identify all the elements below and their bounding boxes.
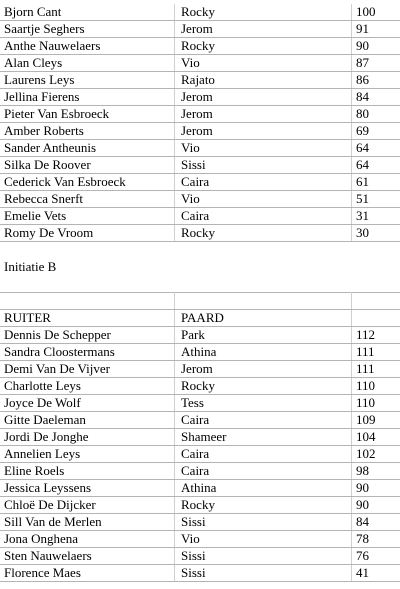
table-header-row bbox=[0, 310, 400, 327]
horse-name-cell: Rocky bbox=[175, 38, 352, 55]
rider-name-cell: Sander Antheunis bbox=[0, 140, 175, 157]
empty-cell bbox=[175, 293, 352, 310]
horse-name-cell: Vio bbox=[175, 140, 352, 157]
horse-name-cell: Jerom bbox=[175, 21, 352, 38]
score-cell: 86 bbox=[352, 72, 400, 89]
horse-name-cell: Rajato bbox=[175, 72, 352, 89]
rider-name-cell: Sill Van de Merlen bbox=[0, 514, 175, 531]
rider-name-cell: Joyce De Wolf bbox=[0, 395, 175, 412]
table-row bbox=[0, 327, 400, 344]
table-row bbox=[0, 395, 400, 412]
table-row bbox=[0, 225, 400, 242]
horse-name-cell: Rocky bbox=[175, 4, 352, 21]
horse-name-cell: Sissi bbox=[175, 157, 352, 174]
score-cell: 84 bbox=[352, 89, 400, 106]
table-row bbox=[0, 531, 400, 548]
score-cell: 91 bbox=[352, 21, 400, 38]
rider-name-cell: Annelien Leys bbox=[0, 446, 175, 463]
table-row bbox=[0, 514, 400, 531]
table-row bbox=[0, 174, 400, 191]
score-cell: 64 bbox=[352, 157, 400, 174]
horse-name-cell: Caira bbox=[175, 208, 352, 225]
rider-name-cell: Jona Onghena bbox=[0, 531, 175, 548]
rider-name-cell: Bjorn Cant bbox=[0, 4, 175, 21]
table-row bbox=[0, 208, 400, 225]
table-row bbox=[0, 463, 400, 480]
results-table-a bbox=[0, 4, 400, 242]
rider-name-cell: Jessica Leyssens bbox=[0, 480, 175, 497]
score-cell: 84 bbox=[352, 514, 400, 531]
rider-name-cell: Saartje Seghers bbox=[0, 21, 175, 38]
table-row bbox=[0, 565, 400, 582]
rider-name-cell: Chloë De Dijcker bbox=[0, 497, 175, 514]
table-row bbox=[0, 123, 400, 140]
table-row bbox=[0, 378, 400, 395]
table-row bbox=[0, 361, 400, 378]
header-horse: PAARD bbox=[175, 310, 352, 327]
horse-name-cell: Sissi bbox=[175, 514, 352, 531]
horse-name-cell: Athina bbox=[175, 480, 352, 497]
table-row bbox=[0, 106, 400, 123]
rider-name-cell: Amber Roberts bbox=[0, 123, 175, 140]
table-row bbox=[0, 446, 400, 463]
rider-name-cell: Rebecca Snerft bbox=[0, 191, 175, 208]
empty-cell bbox=[352, 293, 400, 310]
horse-name-cell: Caira bbox=[175, 174, 352, 191]
rider-name-cell: Jellina Fierens bbox=[0, 89, 175, 106]
table-row bbox=[0, 548, 400, 565]
table-row bbox=[0, 344, 400, 361]
table-row bbox=[0, 38, 400, 55]
rider-name-cell: Charlotte Leys bbox=[0, 378, 175, 395]
rider-name-cell: Pieter Van Esbroeck bbox=[0, 106, 175, 123]
rider-name-cell: Silka De Roover bbox=[0, 157, 175, 174]
score-cell: 90 bbox=[352, 480, 400, 497]
table-row bbox=[0, 429, 400, 446]
rider-name-cell: Florence Maes bbox=[0, 565, 175, 582]
rider-name-cell: Eline Roels bbox=[0, 463, 175, 480]
rider-name-cell: Gitte Daeleman bbox=[0, 412, 175, 429]
score-cell: 98 bbox=[352, 463, 400, 480]
score-cell: 90 bbox=[352, 497, 400, 514]
score-cell: 64 bbox=[352, 140, 400, 157]
table-row bbox=[0, 157, 400, 174]
horse-name-cell: Shameer bbox=[175, 429, 352, 446]
horse-name-cell: Athina bbox=[175, 344, 352, 361]
score-cell: 80 bbox=[352, 106, 400, 123]
table-row bbox=[0, 55, 400, 72]
horse-name-cell: Sissi bbox=[175, 565, 352, 582]
rider-name-cell: Demi Van De Vijver bbox=[0, 361, 175, 378]
horse-name-cell: Jerom bbox=[175, 361, 352, 378]
rider-name-cell: Dennis De Schepper bbox=[0, 327, 175, 344]
score-cell: 69 bbox=[352, 123, 400, 140]
score-cell: 31 bbox=[352, 208, 400, 225]
score-cell: 102 bbox=[352, 446, 400, 463]
section-title: Initiatie B bbox=[4, 259, 57, 274]
score-cell: 51 bbox=[352, 191, 400, 208]
horse-name-cell: Sissi bbox=[175, 548, 352, 565]
score-cell: 76 bbox=[352, 548, 400, 565]
score-cell: 111 bbox=[352, 344, 400, 361]
score-cell: 78 bbox=[352, 531, 400, 548]
rider-name-cell: Sten Nauwelaers bbox=[0, 548, 175, 565]
header-score bbox=[352, 310, 400, 327]
table-row bbox=[0, 140, 400, 157]
horse-name-cell: Jerom bbox=[175, 106, 352, 123]
score-cell: 112 bbox=[352, 327, 400, 344]
score-cell: 41 bbox=[352, 565, 400, 582]
score-cell: 109 bbox=[352, 412, 400, 429]
score-cell: 111 bbox=[352, 361, 400, 378]
empty-cell bbox=[0, 293, 175, 310]
horse-name-cell: Vio bbox=[175, 55, 352, 72]
table-row bbox=[0, 89, 400, 106]
score-cell: 87 bbox=[352, 55, 400, 72]
horse-name-cell: Rocky bbox=[175, 378, 352, 395]
horse-name-cell: Caira bbox=[175, 412, 352, 429]
horse-name-cell: Caira bbox=[175, 446, 352, 463]
rider-name-cell: Alan Cleys bbox=[0, 55, 175, 72]
table-row bbox=[0, 480, 400, 497]
horse-name-cell: Vio bbox=[175, 191, 352, 208]
rider-name-cell: Cederick Van Esbroeck bbox=[0, 174, 175, 191]
rider-name-cell: Emelie Vets bbox=[0, 208, 175, 225]
horse-name-cell: Jerom bbox=[175, 89, 352, 106]
rider-name-cell: Romy De Vroom bbox=[0, 225, 175, 242]
score-cell: 110 bbox=[352, 378, 400, 395]
score-cell: 90 bbox=[352, 38, 400, 55]
score-cell: 110 bbox=[352, 395, 400, 412]
horse-name-cell: Park bbox=[175, 327, 352, 344]
empty-row bbox=[0, 293, 400, 310]
rider-name-cell: Jordi De Jonghe bbox=[0, 429, 175, 446]
table-row bbox=[0, 4, 400, 21]
header-rider: RUITER bbox=[0, 310, 175, 327]
horse-name-cell: Vio bbox=[175, 531, 352, 548]
table-row bbox=[0, 191, 400, 208]
table-row bbox=[0, 412, 400, 429]
horse-name-cell: Jerom bbox=[175, 123, 352, 140]
horse-name-cell: Rocky bbox=[175, 497, 352, 514]
table-row bbox=[0, 21, 400, 38]
results-table-b bbox=[0, 292, 400, 582]
horse-name-cell: Rocky bbox=[175, 225, 352, 242]
score-cell: 104 bbox=[352, 429, 400, 446]
score-cell: 61 bbox=[352, 174, 400, 191]
rider-name-cell: Anthe Nauwelaers bbox=[0, 38, 175, 55]
horse-name-cell: Tess bbox=[175, 395, 352, 412]
score-cell: 100 bbox=[352, 4, 400, 21]
table-row bbox=[0, 72, 400, 89]
score-cell: 30 bbox=[352, 225, 400, 242]
rider-name-cell: Laurens Leys bbox=[0, 72, 175, 89]
table-row bbox=[0, 497, 400, 514]
horse-name-cell: Caira bbox=[175, 463, 352, 480]
rider-name-cell: Sandra Cloostermans bbox=[0, 344, 175, 361]
